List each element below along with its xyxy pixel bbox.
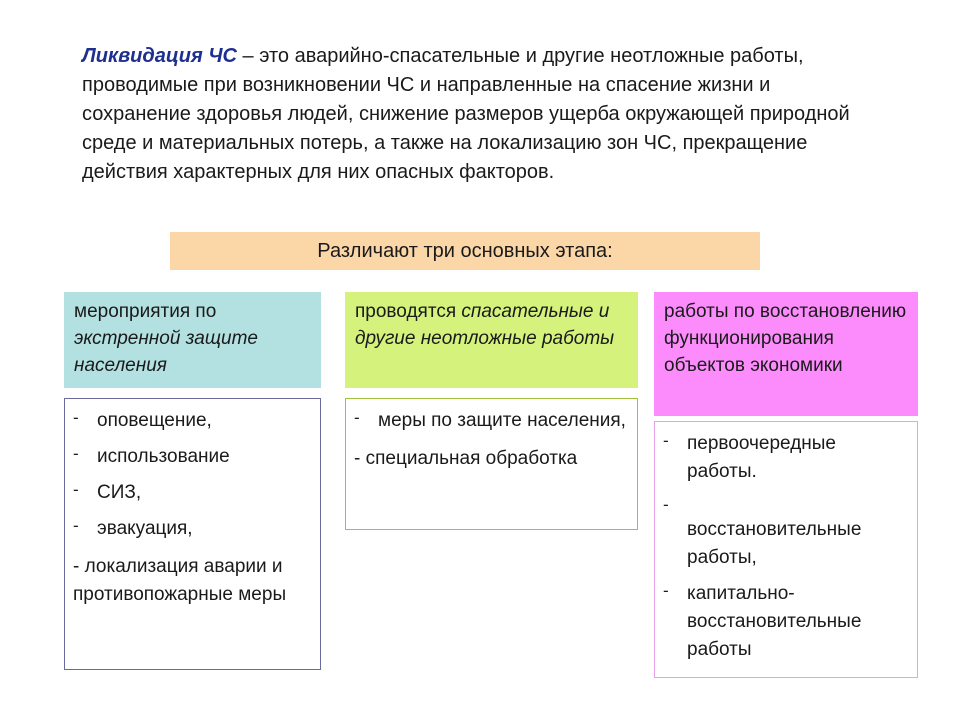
stage-3-heading-plain: работы по восстановлению функционирования объектов экономики bbox=[664, 301, 907, 376]
list-item: - bbox=[663, 495, 669, 514]
list-item: - первоочередные работы. bbox=[663, 431, 837, 482]
list-item: - специальная обработка bbox=[354, 448, 578, 469]
definition-text: – это аварийно-спасательные и другие неотложные работы, проводимые при возникновении ЧС и направленные на спасение жизни и сохранение здоровья людей, снижение размеров ущерба окружающей природной среде и материальных потерь, а также на локализацию зон ЧС, прекращение действия характерных для них опасных факторов. bbox=[82, 45, 850, 183]
stage-2-list bbox=[345, 398, 638, 530]
list-item: - использование bbox=[73, 444, 230, 467]
list-item: - оповещение, bbox=[73, 408, 212, 431]
list-item: восстановительные работы, bbox=[687, 519, 862, 568]
list-item: - СИЗ, bbox=[73, 480, 142, 503]
list-item: - капитально-восстановительные работы bbox=[663, 581, 862, 660]
list-item: - локализация аварии и противопожарные меры bbox=[73, 556, 287, 605]
stage-3-list bbox=[654, 421, 918, 678]
stage-1-heading-plain: мероприятия по bbox=[74, 301, 217, 322]
stage-2-heading bbox=[345, 292, 638, 388]
stage-1-heading-italic: экстренной защите населения bbox=[74, 328, 258, 376]
list-item: - меры по защите населения, bbox=[354, 408, 626, 431]
stage-1-list bbox=[64, 398, 321, 670]
definition-paragraph bbox=[82, 42, 882, 187]
stage-1-heading bbox=[64, 292, 321, 388]
list-item: - эвакуация, bbox=[73, 516, 193, 539]
definition-term: Ликвидация ЧС bbox=[82, 45, 237, 67]
stage-2-heading-plain: проводятся bbox=[355, 301, 462, 322]
stages-banner: Различают три основных этапа: bbox=[170, 232, 760, 270]
stage-2-heading-italic: спасательные и другие неотложные работы bbox=[355, 301, 615, 349]
stage-3-heading bbox=[654, 292, 918, 416]
